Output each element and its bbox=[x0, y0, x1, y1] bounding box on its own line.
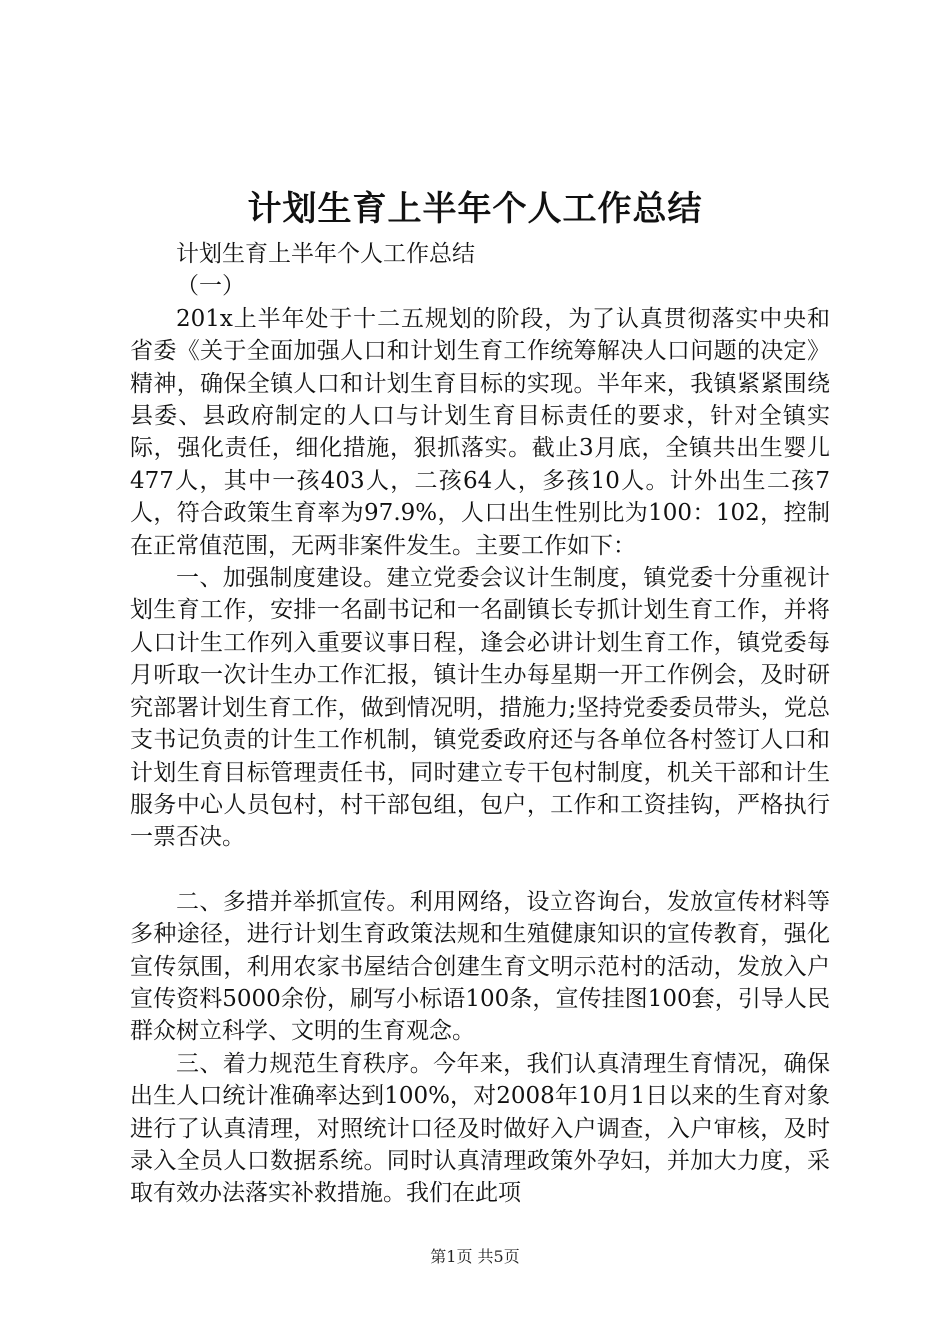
document-body bbox=[130, 238, 830, 1210]
paragraph-system-building: 一、加强制度建设。建立党委会议计生制度，镇党委十分重视计划生育工作，安排一名副书记和一名副镇长专抓计划生育工作，并将人口计生工作列入重要议事日程，逢会必讲计划生育工作，镇党委每月听取一次计生办工作汇报，镇计生办每星期一开工作例会，及时研究部署计划生育工作，做到情况明，措施力;坚持党委委员带头，党总支书记负责的计生工作机制，镇党委政府还与各单位各村签订人口和计划生育目标管理责任书，同时建立专干包村制度，机关干部和计生服务中心人员包村，村干部包组，包户，工作和工资挂钩，严格执行一票否决。 bbox=[130, 565, 830, 851]
document-subtitle: 计划生育上半年个人工作总结 bbox=[176, 241, 475, 267]
paragraph-gap bbox=[130, 854, 830, 886]
paragraph-intro: 201x上半年处于十二五规划的阶段，为了认真贯彻落实中央和省委《关于全面加强人口和计划生育工作统筹解决人口问题的决定》精神，确保全镇人口和计划生育目标的实现。半年来，我镇紧紧围绕县委、县政府制定的人口与计划生育目标责任的要求，针对全镇实际，强化责任，细化措施，狠抓落实。截止3月底，全镇共出生婴儿477人，其中一孩403人，二孩64人，多孩10人。计外出生二孩7人，符合政策生育率为97.9%，人口出生性别比为100：102，控制在正常值范围，无两非案件发生。主要工作如下： bbox=[130, 305, 830, 559]
paragraph-birth-order: 三、着力规范生育秩序。今年来，我们认真清理生育情况，确保出生人口统计准确率达到100%，对2008年10月1日以来的生育对象进行了认真清理，对照统计口径及时做好入户调查，入户审核，及时录入全员人口数据系统。同时认真清理政策外孕妇，并加大力度，采取有效办法落实补救措施。我们在此项 bbox=[130, 1050, 830, 1207]
section-number: （一） bbox=[176, 273, 245, 300]
page-footer: 第1页 共5页 bbox=[430, 1247, 520, 1266]
document-title: 计划生育上半年个人工作总结 bbox=[247, 189, 703, 229]
paragraph-publicity: 二、多措并举抓宣传。利用网络，设立咨询台，发放宣传材料等多种途径，进行计划生育政策法规和生殖健康知识的宣传教育，强化宣传氛围，利用农家书屋结合创建生育文明示范村的活动，发放入户宣传资料5000余份，刷写小标语100条，宣传挂图100套，引导人民群众树立科学、文明的生育观念。 bbox=[130, 888, 830, 1045]
